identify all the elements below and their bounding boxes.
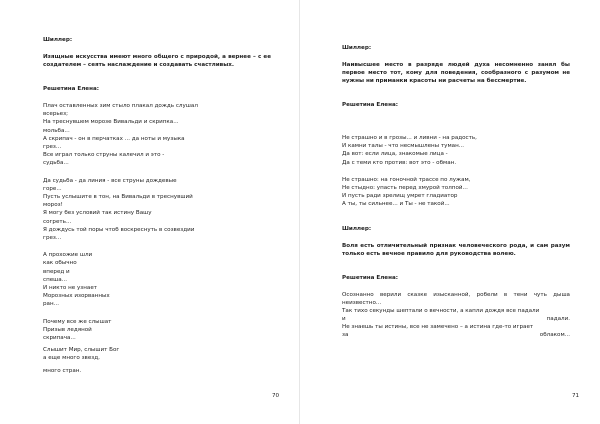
poem-line: Призыв ледяной <box>43 326 92 333</box>
speaker-reshetina: Решетина Елена: <box>342 102 398 108</box>
poem-line: А прохожие шли <box>43 252 93 259</box>
poem-line: Не стыдно: упасть перед хмурой толпой... <box>342 185 468 192</box>
poem-line: Я дождусь той поры чтоб воскреснуть в созвездии <box>43 226 195 233</box>
poem-line: спеша... <box>43 276 68 283</box>
speaker-reshetina: Решетина Елена: <box>43 86 99 92</box>
schiller-quote: Наивысшее место в разряде людей духа несомненно занял бы первое место тот, кому для поведения, сообразного с разумом не нужны ни приманки красоты ни расчеты на бессмертие. <box>342 62 570 84</box>
page-number-left: 70 <box>272 393 280 399</box>
poem-line: ран... <box>43 301 59 308</box>
poem-line: И пусть ради зрелищ умрет гладиатор <box>342 193 458 200</box>
poem-line: вперед и <box>43 268 70 275</box>
poem-line: Не страшно: на гоночной трассе по лужам, <box>342 176 471 183</box>
poem-line: грез... <box>43 235 62 242</box>
poem-word: за <box>342 332 349 339</box>
poem-line: мольба... <box>43 127 70 134</box>
poem-line: всерьез; <box>43 111 68 118</box>
poem-line: мороз! <box>43 202 63 209</box>
poem-stanza-4 <box>43 318 271 375</box>
poem-stanza-2 <box>342 176 570 209</box>
poem-line: Все играл только струны калечил и это - <box>43 152 165 159</box>
poem-stanza-1 <box>342 134 570 167</box>
poem-line: А скрипач - он в перчатках ... да ноты и музыка <box>43 135 185 142</box>
poem-line: Да судьба - да линия - все струны дождевые <box>43 177 177 184</box>
poem-word: падали. <box>546 315 570 322</box>
poem-stanza-3 <box>342 291 570 339</box>
poem-line: А ты, ты сильнее... и Ты - не такой... <box>342 201 450 208</box>
poem-line: Почему все же слышат <box>43 318 112 325</box>
schiller-quote-2: Воля есть отличительный признак человеческого рода, и сам разум только есть вечное правило для руководства волею. <box>342 242 570 257</box>
poem-stanza-1 <box>43 102 271 168</box>
poem-line: Морозных изорванных <box>43 293 110 300</box>
poem-word: и <box>342 315 346 322</box>
poem-word: облаком... <box>539 332 570 339</box>
poem-line: горе... <box>43 185 62 192</box>
poem-line: Я могу без условий так истину Вашу <box>43 210 152 217</box>
poem-line: как обычно <box>43 260 77 267</box>
poem-line: И никто не узнает <box>43 285 98 292</box>
poem-line: Так тихо секунды шептали о вечности, а капли дождя все падали <box>342 307 540 314</box>
poem-line: Пусть услышите в тон, на Вивальди в треснувший <box>43 194 193 201</box>
poem-line: грез... <box>43 144 62 151</box>
poem-line: Да вот: если лица, знакомые лица - <box>342 151 448 158</box>
poem-line: На треснувшем морозе Вивальди и скрипка... <box>43 119 179 126</box>
poem-line: судьба... <box>43 160 69 167</box>
poem-line-spread <box>342 331 570 339</box>
schiller-quote: Изящные искусства имеют много общего с природой, а вернее – с ее создателем – сеять наслаждение и создавать счастливых. <box>43 54 271 68</box>
poem-line: Слышит Мир, слышит Бог <box>43 347 120 354</box>
poem-line: Не страшно и в грозы... и ливни - на радость, <box>342 135 477 141</box>
poem-line: Плач оставленных зим стыло плакал дождь слушал <box>43 103 198 109</box>
right-page <box>300 0 600 424</box>
poem-line: Не знаешь ты истины, все не замечено – а истина где-то играет <box>342 323 534 330</box>
poem-stanza-2 <box>43 177 271 243</box>
poem-stanza-3 <box>43 251 271 308</box>
page-number-right: 71 <box>572 393 580 399</box>
right-page-content <box>342 44 570 339</box>
left-page-content <box>43 36 271 375</box>
poem-line-spread <box>342 315 570 323</box>
poem-line: согреть... <box>43 218 72 225</box>
speaker-schiller: Шиллер: <box>342 45 372 51</box>
speaker-schiller: Шиллер: <box>43 37 73 43</box>
poem-line: а еще много звезд, <box>43 355 100 362</box>
poem-line: Осознанно верили сказке изысканной, робели в тени чуть дыша неизвестно... <box>342 291 570 306</box>
poem-line: скрипача... <box>43 335 76 342</box>
poem-line: много стран. <box>43 367 82 374</box>
speaker-reshetina-2: Решетина Елена: <box>342 274 398 281</box>
poem-line: И камни талы - что несмышлены туман... <box>342 143 465 150</box>
poem-line: Да с теми кто против: вот это - обман. <box>342 159 457 166</box>
speaker-schiller-2: Шиллер: <box>342 225 372 232</box>
